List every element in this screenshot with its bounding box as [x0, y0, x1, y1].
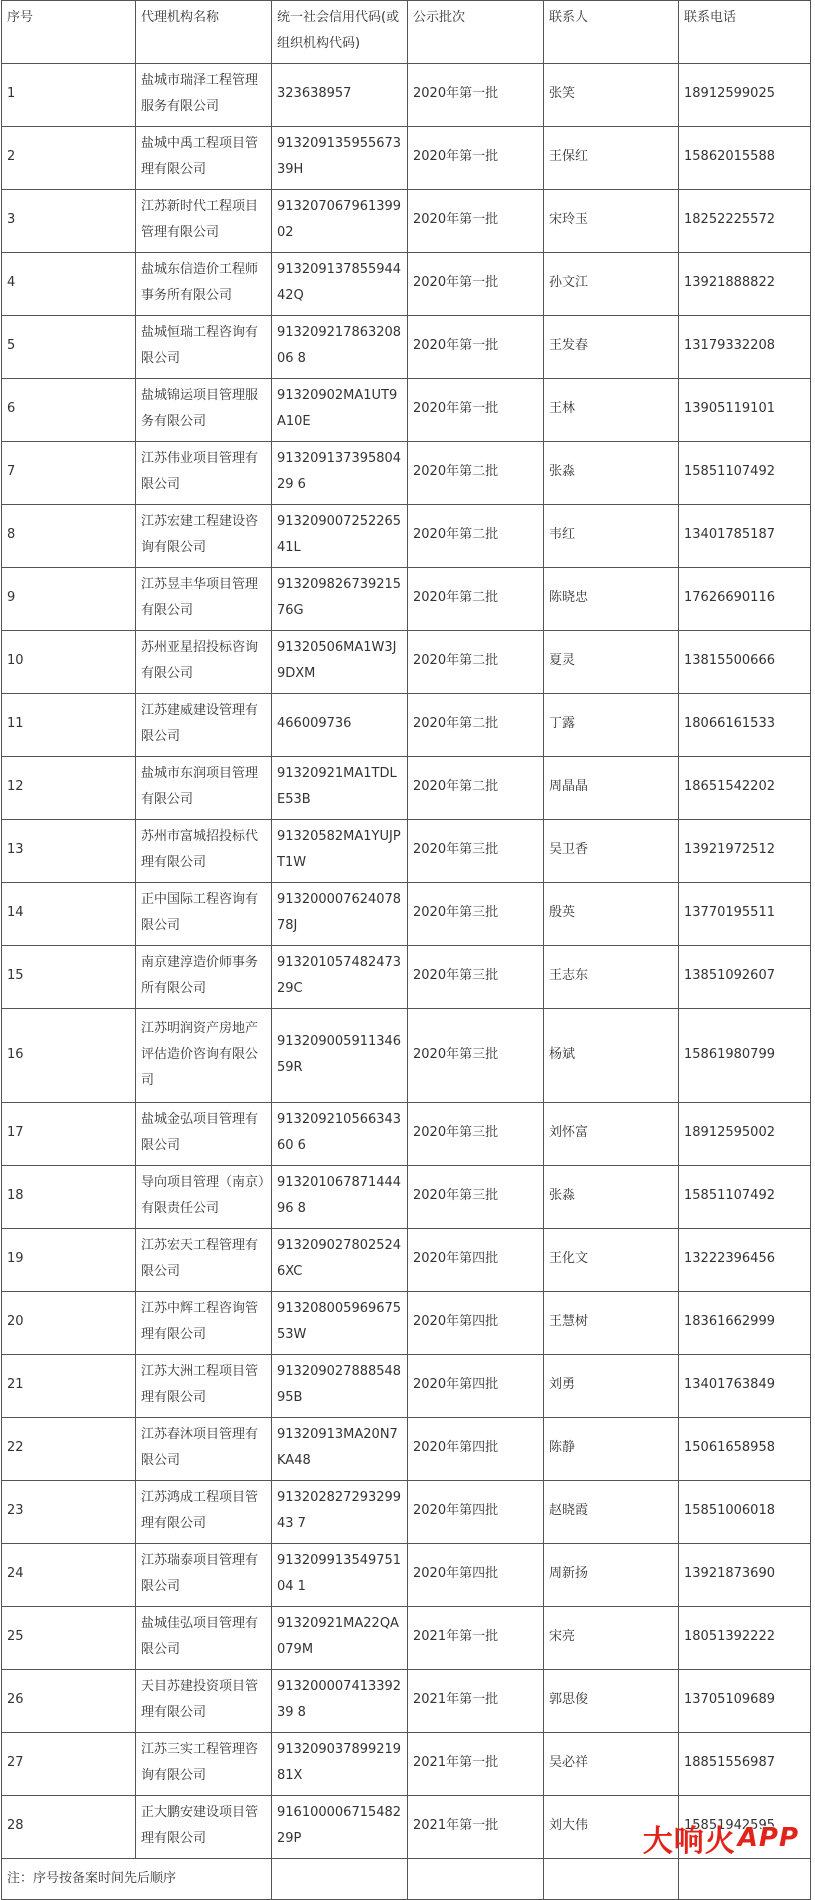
- cell-phone: 18912595002: [679, 1103, 811, 1166]
- cell-batch: 2021年第一批: [408, 1796, 544, 1859]
- cell-no: 13: [2, 820, 136, 883]
- cell-no: 11: [2, 694, 136, 757]
- cell-contact: 王发春: [544, 316, 679, 379]
- cell-credit-code: 91320900591134659R: [272, 1009, 408, 1103]
- table-row: [2, 442, 811, 505]
- cell-credit-code: 91320921786320806 8: [272, 316, 408, 379]
- cell-batch: 2020年第四批: [408, 1481, 544, 1544]
- cell-batch: 2020年第四批: [408, 1229, 544, 1292]
- cell-credit-code: 913209135955673 39H: [272, 127, 408, 190]
- cell-agency-name: 正大鹏安建设项目管理有限公司: [136, 1796, 272, 1859]
- cell-agency-name: 盐城佳弘项目管理有限公司: [136, 1607, 272, 1670]
- cell-no: 27: [2, 1733, 136, 1796]
- table-row: [2, 1103, 811, 1166]
- cell-batch: 2020年第三批: [408, 1009, 544, 1103]
- cell-no: 24: [2, 1544, 136, 1607]
- table-row: [2, 127, 811, 190]
- cell-contact: 王化文: [544, 1229, 679, 1292]
- cell-contact: 郭思俊: [544, 1670, 679, 1733]
- cell-contact: 刘怀富: [544, 1103, 679, 1166]
- cell-agency-name: 江苏三实工程管理咨询有限公司: [136, 1733, 272, 1796]
- cell-phone: 15862015588: [679, 127, 811, 190]
- note-empty-cell: [679, 1859, 811, 1900]
- cell-contact: 宋亮: [544, 1607, 679, 1670]
- cell-contact: 周晶晶: [544, 757, 679, 820]
- cell-phone: 18651542202: [679, 757, 811, 820]
- cell-agency-name: 盐城金弘项目管理有限公司: [136, 1103, 272, 1166]
- cell-agency-name: 南京建淳造价师事务所有限公司: [136, 946, 272, 1009]
- cell-phone: 13401763849: [679, 1355, 811, 1418]
- cell-batch: 2020年第一批: [408, 127, 544, 190]
- cell-phone: 13705109689: [679, 1670, 811, 1733]
- cell-no: 26: [2, 1670, 136, 1733]
- cell-phone: 18051392222: [679, 1607, 811, 1670]
- cell-phone: 13905119101: [679, 379, 811, 442]
- cell-contact: 宋玲玉: [544, 190, 679, 253]
- cell-phone: 18252225572: [679, 190, 811, 253]
- cell-phone: 13770195511: [679, 883, 811, 946]
- cell-batch: 2020年第三批: [408, 1103, 544, 1166]
- cell-contact: 殷英: [544, 883, 679, 946]
- cell-phone: 13921888822: [679, 253, 811, 316]
- cell-agency-name: 苏州市富城招投标代理有限公司: [136, 820, 272, 883]
- cell-batch: 2020年第一批: [408, 316, 544, 379]
- cell-contact: 孙文江: [544, 253, 679, 316]
- table-footer: [2, 1859, 811, 1900]
- cell-contact: 夏灵: [544, 631, 679, 694]
- cell-contact: 刘勇: [544, 1355, 679, 1418]
- cell-batch: 2020年第四批: [408, 1544, 544, 1607]
- note-empty-cell: [544, 1859, 679, 1900]
- cell-batch: 2020年第三批: [408, 820, 544, 883]
- table-row: [2, 1670, 811, 1733]
- cell-no: 21: [2, 1355, 136, 1418]
- cell-no: 1: [2, 64, 136, 127]
- cell-phone: 17626690116: [679, 568, 811, 631]
- cell-contact: 杨斌: [544, 1009, 679, 1103]
- cell-no: 7: [2, 442, 136, 505]
- table-row: [2, 757, 811, 820]
- table-row: [2, 253, 811, 316]
- cell-batch: 2020年第一批: [408, 253, 544, 316]
- cell-contact: 吴必祥: [544, 1733, 679, 1796]
- cell-batch: 2020年第四批: [408, 1355, 544, 1418]
- cell-agency-name: 江苏伟业项目管理有限公司: [136, 442, 272, 505]
- cell-credit-code: 91320582MA1YUJPT1W: [272, 820, 408, 883]
- table-row: [2, 820, 811, 883]
- cell-phone: 13222396456: [679, 1229, 811, 1292]
- watermark-app-text: APP: [737, 1823, 799, 1853]
- cell-no: 4: [2, 253, 136, 316]
- table-row: [2, 1418, 811, 1481]
- table-row: [2, 631, 811, 694]
- cell-no: 2: [2, 127, 136, 190]
- cell-contact: 王志东: [544, 946, 679, 1009]
- cell-contact: 陈静: [544, 1418, 679, 1481]
- cell-credit-code: 91320921MA22QA079M: [272, 1607, 408, 1670]
- table-row: [2, 1733, 811, 1796]
- cell-contact: 陈晓忠: [544, 568, 679, 631]
- cell-phone: 18066161533: [679, 694, 811, 757]
- header-cell-batch: 公示批次: [408, 1, 544, 64]
- header-cell-name: 代理机构名称: [136, 1, 272, 64]
- cell-contact: 王慧树: [544, 1292, 679, 1355]
- cell-batch: 2021年第一批: [408, 1607, 544, 1670]
- cell-no: 16: [2, 1009, 136, 1103]
- table-row: [2, 1229, 811, 1292]
- table-row: [2, 1166, 811, 1229]
- cell-no: 12: [2, 757, 136, 820]
- cell-phone: 18912599025: [679, 64, 811, 127]
- cell-batch: 2020年第四批: [408, 1292, 544, 1355]
- cell-credit-code: 91320991354975104 1: [272, 1544, 408, 1607]
- cell-no: 28: [2, 1796, 136, 1859]
- cell-agency-name: 江苏春沐项目管理有限公司: [136, 1418, 272, 1481]
- cell-agency-name: 盐城东信造价工程师事务所有限公司: [136, 253, 272, 316]
- table-row: [2, 1544, 811, 1607]
- cell-contact: 王林: [544, 379, 679, 442]
- cell-credit-code: 91320902788854895B: [272, 1355, 408, 1418]
- note-empty-cell: [408, 1859, 544, 1900]
- note-text: 注：序号按备案时间先后顺序: [2, 1859, 272, 1900]
- cell-credit-code: 91320913785594442Q: [272, 253, 408, 316]
- cell-no: 3: [2, 190, 136, 253]
- cell-credit-code: 91320000741339239 8: [272, 1670, 408, 1733]
- cell-agency-name: 盐城恒瑞工程咨询有限公司: [136, 316, 272, 379]
- cell-phone: 13815500666: [679, 631, 811, 694]
- cell-agency-name: 导向项目管理（南京）有限责任公司: [136, 1166, 272, 1229]
- cell-agency-name: 江苏建威建设管理有限公司: [136, 694, 272, 757]
- cell-batch: 2020年第三批: [408, 946, 544, 1009]
- cell-agency-name: 盐城锦运项目管理服务有限公司: [136, 379, 272, 442]
- table-header: [2, 1, 811, 64]
- cell-no: 9: [2, 568, 136, 631]
- cell-credit-code: 91610000671548229P: [272, 1796, 408, 1859]
- cell-batch: 2020年第二批: [408, 442, 544, 505]
- cell-credit-code: 466009736: [272, 694, 408, 757]
- table-row: [2, 1009, 811, 1103]
- cell-phone: 15851942595: [679, 1796, 811, 1859]
- cell-contact: 韦红: [544, 505, 679, 568]
- table-row: [2, 946, 811, 1009]
- cell-no: 17: [2, 1103, 136, 1166]
- cell-no: 14: [2, 883, 136, 946]
- table-row: [2, 1481, 811, 1544]
- cell-phone: 15851107492: [679, 442, 811, 505]
- cell-batch: 2020年第一批: [408, 64, 544, 127]
- document-page: [1, 0, 811, 1900]
- table-row: [2, 1292, 811, 1355]
- cell-agency-name: 正中国际工程咨询有限公司: [136, 883, 272, 946]
- brand-watermark: [643, 1816, 799, 1860]
- cell-agency-name: 江苏大洲工程项目管理有限公司: [136, 1355, 272, 1418]
- table-row: [2, 1607, 811, 1670]
- cell-no: 10: [2, 631, 136, 694]
- cell-phone: 18361662999: [679, 1292, 811, 1355]
- cell-contact: 赵晓霞: [544, 1481, 679, 1544]
- cell-batch: 2020年第一批: [408, 190, 544, 253]
- cell-agency-name: 江苏新时代工程项目管理有限公司: [136, 190, 272, 253]
- cell-contact: 王保红: [544, 127, 679, 190]
- cell-agency-name: 江苏瑞泰项目管理有限公司: [136, 1544, 272, 1607]
- cell-credit-code: 91320913739580429 6: [272, 442, 408, 505]
- cell-batch: 2020年第二批: [408, 694, 544, 757]
- cell-credit-code: 91320800596967553W: [272, 1292, 408, 1355]
- cell-credit-code: 91320982673921576G: [272, 568, 408, 631]
- header-cell-phone: 联系电话: [679, 1, 811, 64]
- cell-no: 19: [2, 1229, 136, 1292]
- cell-agency-name: 天目苏建投资项目管理有限公司: [136, 1670, 272, 1733]
- watermark-brand-text: 大响火: [642, 1824, 736, 1859]
- cell-batch: 2020年第二批: [408, 757, 544, 820]
- cell-agency-name: 江苏中辉工程咨询管理有限公司: [136, 1292, 272, 1355]
- cell-credit-code: 91320921MA1TDLE53B: [272, 757, 408, 820]
- cell-credit-code: 91320903789921981X: [272, 1733, 408, 1796]
- cell-batch: 2020年第三批: [408, 1166, 544, 1229]
- cell-phone: 13851092607: [679, 946, 811, 1009]
- cell-contact: 丁露: [544, 694, 679, 757]
- cell-phone: 13921873690: [679, 1544, 811, 1607]
- cell-credit-code: 91320506MA1W3J9DXM: [272, 631, 408, 694]
- header-cell-contact: 联系人: [544, 1, 679, 64]
- cell-no: 25: [2, 1607, 136, 1670]
- table-row: [2, 694, 811, 757]
- cell-agency-name: 江苏明润资产房地产评估造价咨询有限公司: [136, 1009, 272, 1103]
- cell-phone: 15861980799: [679, 1009, 811, 1103]
- cell-credit-code: 91320900725226541L: [272, 505, 408, 568]
- cell-credit-code: 91320921056634360 6: [272, 1103, 408, 1166]
- cell-no: 22: [2, 1418, 136, 1481]
- cell-credit-code: 91320000762407878J: [272, 883, 408, 946]
- cell-agency-name: 盐城市瑞泽工程管理服务有限公司: [136, 64, 272, 127]
- table-row: [2, 64, 811, 127]
- note-row: [2, 1859, 811, 1900]
- cell-agency-name: 江苏宏天工程管理有限公司: [136, 1229, 272, 1292]
- table-row: [2, 379, 811, 442]
- cell-credit-code: 91320706796139902: [272, 190, 408, 253]
- cell-credit-code: 91320902MA1UT9A10E: [272, 379, 408, 442]
- cell-phone: 15851006018: [679, 1481, 811, 1544]
- cell-agency-name: 江苏鸿成工程项目管理有限公司: [136, 1481, 272, 1544]
- table-row: [2, 568, 811, 631]
- agency-table: [1, 0, 811, 1900]
- cell-contact: 张淼: [544, 442, 679, 505]
- cell-agency-name: 苏州亚星招投标咨询有限公司: [136, 631, 272, 694]
- cell-credit-code: 323638957: [272, 64, 408, 127]
- cell-no: 18: [2, 1166, 136, 1229]
- cell-batch: 2020年第四批: [408, 1418, 544, 1481]
- cell-no: 20: [2, 1292, 136, 1355]
- table-body: [2, 64, 811, 1859]
- cell-phone: 18851556987: [679, 1733, 811, 1796]
- table-row: [2, 1355, 811, 1418]
- cell-batch: 2021年第一批: [408, 1670, 544, 1733]
- cell-credit-code: 91320106787144496 8: [272, 1166, 408, 1229]
- cell-batch: 2020年第二批: [408, 505, 544, 568]
- cell-no: 6: [2, 379, 136, 442]
- cell-batch: 2021年第一批: [408, 1733, 544, 1796]
- cell-batch: 2020年第二批: [408, 568, 544, 631]
- cell-agency-name: 江苏宏建工程建设咨询有限公司: [136, 505, 272, 568]
- cell-batch: 2020年第三批: [408, 883, 544, 946]
- header-cell-code: 统一社会信用代码(或组织机构代码): [272, 1, 408, 64]
- cell-phone: 15851107492: [679, 1166, 811, 1229]
- cell-credit-code: 91320913MA20N7KA48: [272, 1418, 408, 1481]
- header-cell-no: 序号: [2, 1, 136, 64]
- cell-no: 8: [2, 505, 136, 568]
- cell-no: 23: [2, 1481, 136, 1544]
- cell-contact: 周新扬: [544, 1544, 679, 1607]
- cell-phone: 13401785187: [679, 505, 811, 568]
- table-row: [2, 505, 811, 568]
- cell-agency-name: 盐城市东润项目管理有限公司: [136, 757, 272, 820]
- cell-credit-code: 913209027802524 6XC: [272, 1229, 408, 1292]
- table-row: [2, 190, 811, 253]
- cell-phone: 13921972512: [679, 820, 811, 883]
- cell-phone: 15061658958: [679, 1418, 811, 1481]
- cell-contact: 吴卫香: [544, 820, 679, 883]
- cell-contact: 张淼: [544, 1166, 679, 1229]
- cell-contact: 张笑: [544, 64, 679, 127]
- note-empty-cell: [272, 1859, 408, 1900]
- cell-no: 15: [2, 946, 136, 1009]
- cell-agency-name: 江苏昱丰华项目管理有限公司: [136, 568, 272, 631]
- cell-credit-code: 91320105748247329C: [272, 946, 408, 1009]
- header-row: [2, 1, 811, 64]
- table-row: [2, 883, 811, 946]
- cell-batch: 2020年第一批: [408, 379, 544, 442]
- cell-phone: 13179332208: [679, 316, 811, 379]
- table-row: [2, 316, 811, 379]
- cell-no: 5: [2, 316, 136, 379]
- cell-agency-name: 盐城中禹工程项目管理有限公司: [136, 127, 272, 190]
- cell-batch: 2020年第二批: [408, 631, 544, 694]
- cell-credit-code: 91320282729329943 7: [272, 1481, 408, 1544]
- cell-contact: 刘大伟: [544, 1796, 679, 1859]
